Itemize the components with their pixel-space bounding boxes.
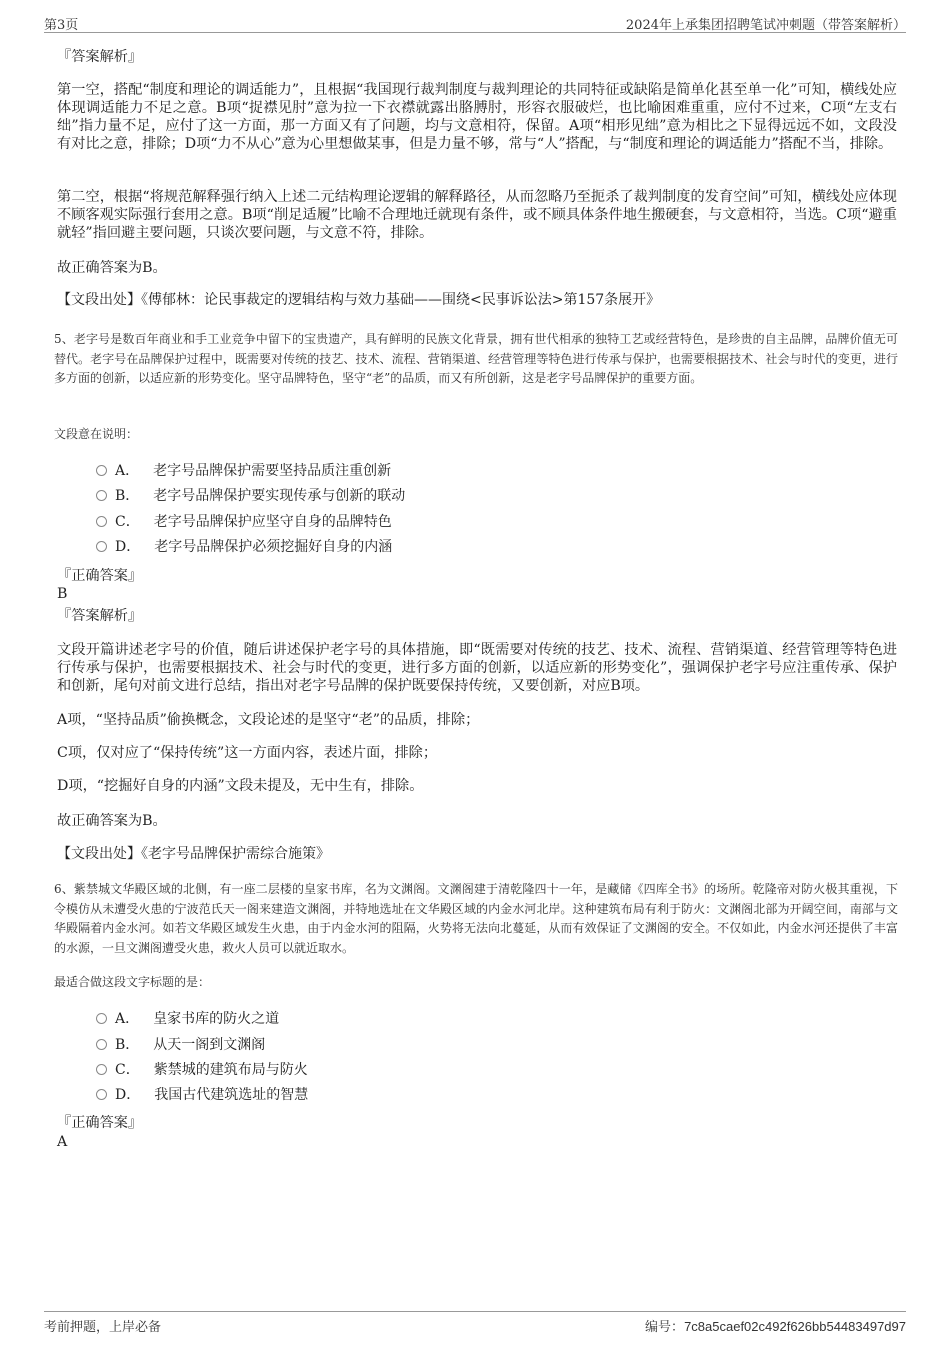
option-letter: B． [115, 1037, 140, 1053]
q5-answer-title: 『正确答案』 [57, 568, 143, 584]
q4-analysis-para2: 第二空，根据“将规范解释强行纳入上述二元结构理论逻辑的解释路径，从而忽略乃至扼杀了裁判制度的发育空间”可知，横线处应体现不顾客观实际强行套用之意。B项“削足适履”比喻不合理地迁就现有条件，或不顾具体条件地生搬硬套，与文意相符，当选。C项“避重就轻”指回避主要问题，只谈次要问题，与文意不符，排除。 [57, 189, 897, 241]
radio-icon[interactable] [96, 490, 107, 501]
q5-prompt: 文段意在说明： [54, 427, 139, 441]
radio-icon[interactable] [96, 1064, 107, 1075]
q6-answer: A [57, 1134, 68, 1150]
q6-option-b[interactable] [96, 1035, 265, 1055]
page-number: 第3页 [44, 18, 79, 33]
q6-prompt: 最适合做这段文字标题的是： [54, 975, 211, 989]
q6-option-c[interactable] [96, 1060, 308, 1080]
option-letter: C． [115, 1062, 140, 1078]
option-letter: D． [115, 1087, 141, 1103]
document-code-value: 7c8a5caef02c492f626bb54483497d97 [684, 1319, 906, 1334]
q4-conclusion: 故正确答案为B。 [57, 260, 167, 276]
radio-icon[interactable] [96, 516, 107, 527]
q5-analysis-line-d: D项，“挖掘好自身的内涵”文段未提及，无中生有，排除。 [57, 778, 424, 794]
q5-option-d[interactable] [96, 537, 392, 557]
q6-option-d[interactable] [96, 1085, 308, 1105]
option-letter: B． [115, 488, 140, 504]
option-text: 老字号品牌保护要实现传承与创新的联动 [153, 488, 406, 504]
document-title: 2024年上承集团招聘笔试冲刺题（带答案解析） [625, 18, 906, 33]
option-text: 老字号品牌保护必须挖掘好自身的内涵 [154, 539, 393, 555]
option-letter: A． [115, 463, 140, 479]
radio-icon[interactable] [96, 541, 107, 552]
q5-source: 【文段出处】《老字号品牌保护需综合施策》 [57, 846, 330, 862]
radio-icon[interactable] [96, 1039, 107, 1050]
page-header [44, 12, 906, 33]
option-text: 我国古代建筑选址的智慧 [154, 1087, 309, 1103]
q5-answer: B [57, 586, 68, 602]
q6-option-a[interactable] [96, 1009, 279, 1029]
option-text: 老字号品牌保护应坚守自身的品牌特色 [153, 514, 392, 530]
option-text: 从天一阁到文渊阁 [153, 1037, 266, 1053]
option-letter: D． [115, 539, 141, 555]
document-code [645, 1316, 906, 1335]
q5-option-c[interactable] [96, 512, 392, 532]
radio-icon[interactable] [96, 1089, 107, 1100]
page-footer [44, 1311, 906, 1336]
footer-slogan: 考前押题，上岸必备 [44, 1320, 162, 1335]
q5-option-a[interactable] [96, 461, 391, 481]
q5-analysis-line-c: C项，仅对应了“保持传统”这一方面内容，表述片面，排除； [57, 745, 438, 761]
q5-conclusion: 故正确答案为B。 [57, 813, 167, 829]
option-letter: A． [115, 1011, 140, 1027]
radio-icon[interactable] [96, 1013, 107, 1024]
q6-answer-title: 『正确答案』 [57, 1115, 143, 1131]
option-text: 老字号品牌保护需要坚持品质注重创新 [153, 463, 392, 479]
option-text: 皇家书库的防火之道 [153, 1011, 280, 1027]
q5-question: 5、老字号是数百年商业和手工业竞争中留下的宝贵遗产，具有鲜明的民族文化背景，拥有世代相承的独特工艺或经营特色，是珍贵的自主品牌，品牌价值无可替代。老字号在品牌保护过程中，既需要对传统的技艺、技术、流程、营销渠道、经营管理等特色进行传承与保护，也需要根据技术、社会与时代的变更，进行多方面的创新，以适应新的形势变化。坚守品牌特色，坚守“老”的品质，而又有所创新，这是老字号品牌保护的重要方面。 [54, 332, 898, 385]
q6-question: 6、紫禁城文华殿区域的北侧，有一座二层楼的皇家书库，名为文渊阁。文渊阁建于清乾隆四十一年，是藏储《四库全书》的场所。乾隆帝对防火极其重视，下令模仿从未遭受火患的宁波范氏天一阁来建造文渊阁，并特地选址在文华殿区域的内金水河北岸。这种建筑布局有利于防火：文渊阁北部为开阔空间，南部与文华殿隔着内金水河。如若文华殿区域发生火患，由于内金水河的阻隔，火势将无法向北蔓延，从而有效保证了文渊阁的安全。不仅如此，内金水河还提供了丰富的水源，一旦文渊阁遭受火患，救火人员可以就近取水。 [54, 882, 898, 955]
q5-analysis-title: 『答案解析』 [57, 608, 143, 624]
option-text: 紫禁城的建筑布局与防火 [153, 1062, 308, 1078]
q5-analysis-para1: 文段开篇讲述老字号的价值，随后讲述保护老字号的具体措施，即“既需要对传统的技艺、技术、流程、营销渠道、经营管理等特色进行传承与保护，也需要根据技术、社会与时代的变更，进行多方面的创新，以适应新的形势变化”，强调保护老字号应注重传承、保护和创新，尾句对前文进行总结，指出对老字号品牌的保护既要保持传统，又要创新，对应B项。 [57, 642, 897, 694]
q5-option-b[interactable] [96, 486, 405, 506]
q5-analysis-line-a: A项，“坚持品质”偷换概念，文段论述的是坚守“老”的品质，排除； [57, 712, 480, 728]
option-letter: C． [115, 514, 140, 530]
radio-icon[interactable] [96, 465, 107, 476]
q4-source: 【文段出处】《傅郁林：论民事裁定的逻辑结构与效力基础——围绕<民事诉讼法>第157条展开》 [57, 292, 661, 308]
document-code-label: 编号： [645, 1320, 685, 1335]
q4-analysis-title: 『答案解析』 [57, 49, 143, 65]
q4-analysis-para1: 第一空，搭配“制度和理论的调适能力”，且根据“我国现行裁判制度与裁判理论的共同特征或缺陷是简单化甚至单一化”可知，横线处应体现调适能力不足之意。B项“捉襟见肘”意为拉一下衣襟就露出胳膊肘，形容衣服破烂，也比喻困难重重，应付不过来，C项“左支右绌”指力量不足，应付了这一方面，那一方面又有了问题，均与文意相符，保留。A项“相形见绌”意为相比之下显得远远不如，文段没有对比之意，排除；D项“力不从心”意为心里想做某事，但是力量不够，常与“人”搭配，与“制度和理论的调适能力”搭配不当，排除。 [57, 82, 897, 152]
